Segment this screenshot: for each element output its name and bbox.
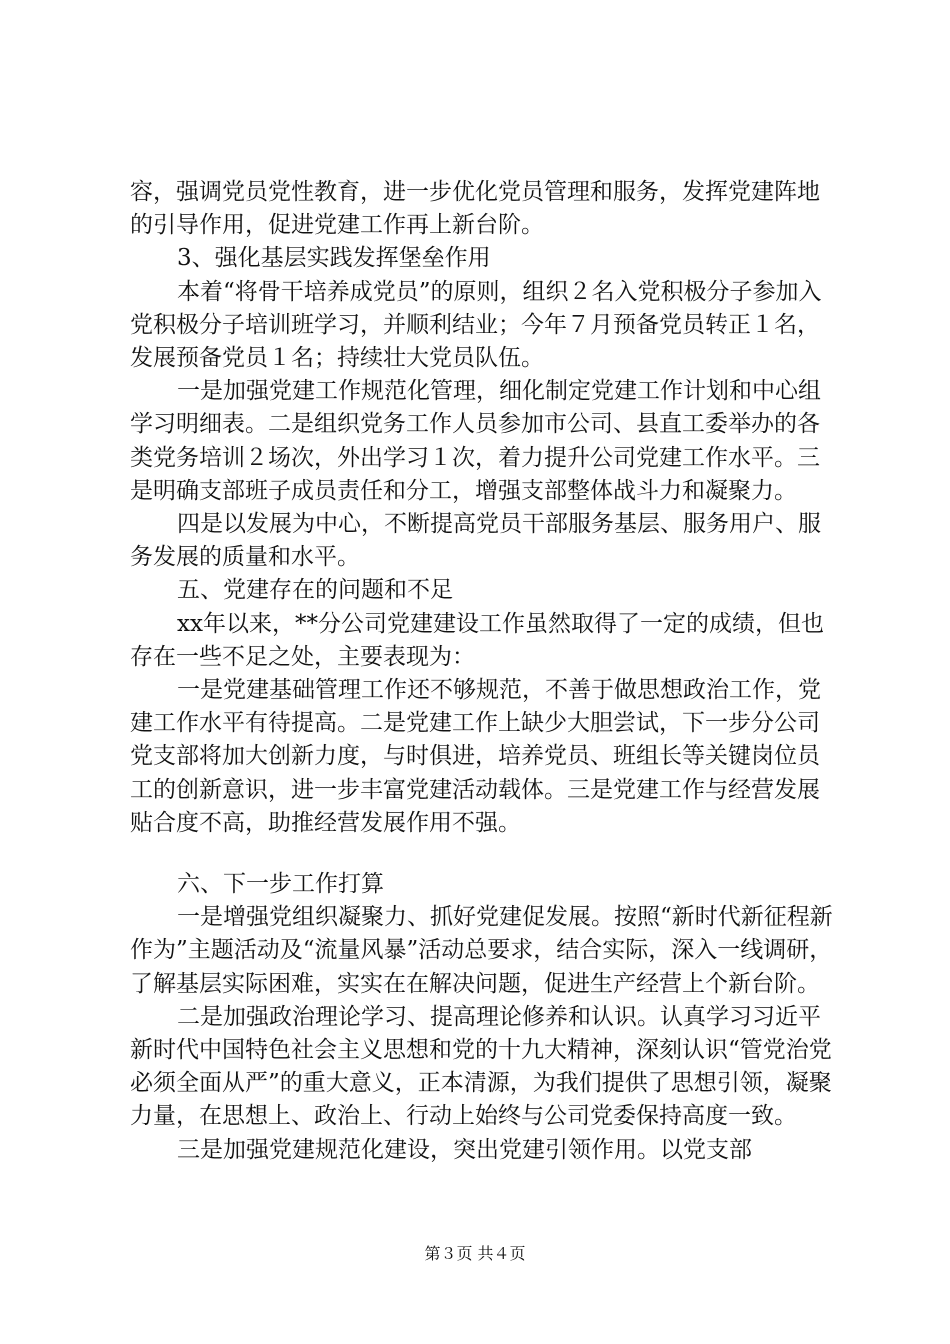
section-heading-5: 五、党建存在的问题和不足 [177, 577, 453, 604]
paragraph: 四是以发展为中心，不断提高党员干部服务基层、服务用户、服务发展的质量和水平。 [130, 511, 821, 571]
section-heading-3: 3、强化基层实践发挥堡垒作用 [177, 245, 491, 272]
paragraph: 一是加强党建工作规范化管理，细化制定党建工作计划和中心组学习明细表。二是组织党务工作人员参加市公司、县直工委举办的各类党务培训２场次，外出学习１次，着力提升公司党建工作水平。三是明确支部班子成员责任和分工，增强支部整体战斗力和凝聚力。 [130, 378, 821, 504]
document-body [130, 176, 835, 1167]
paragraph: 三是加强党建规范化建设，突出党建引领作用。以党支部 [177, 1136, 752, 1163]
paragraph: 二是加强政治理论学习、提高理论修养和认识。认真学习习近平新时代中国特色社会主义思想和党的十九大精神，深刻认识“管党治党必须全面从严”的重大意义，正本清源，为我们提供了思想引领，凝聚力量，在思想上、政治上、行动上始终与公司党委保持高度一致。 [130, 1003, 832, 1130]
paragraph-continuation: 容，强调党员党性教育，进一步优化党员管理和服务，发挥党建阵地的引导作用，促进党建工作再上新台阶。 [130, 179, 820, 239]
page-number-footer: 第３页 共４页 [424, 1244, 526, 1263]
section-heading-6: 六、下一步工作打算 [177, 871, 384, 898]
paragraph: 本着“将骨干培养成党员”的原则，组织２名入党积极分子参加入党积极分子培训班学习，并顺利结业；今年７月预备党员转正１名，发展预备党员１名；持续壮大党员队伍。 [130, 278, 822, 372]
paragraph: 一是增强党组织凝聚力、抓好党建促发展。按照“新时代新征程新作为”主题活动及“流量风暴”活动总要求，结合实际，深入一线调研，了解基层实际困难，实实在在解决问题，促进生产经营上个新台阶。 [130, 904, 833, 997]
paragraph: xx年以来，**分公司党建建设工作虽然取得了一定的成绩，但也存在一些不足之处，主要表现为： [130, 610, 824, 670]
paragraph: 一是党建基础管理工作还不够规范，不善于做思想政治工作，党建工作水平有待提高。二是党建工作上缺少大胆尝试，下一步分公司党支部将加大创新力度，与时俱进，培养党员、班组长等关键岗位员工的创新意识，进一步丰富党建活动载体。三是党建工作与经营发展贴合度不高，助推经营发展作用不强。 [130, 677, 821, 836]
paragraph-spacer [130, 840, 835, 868]
